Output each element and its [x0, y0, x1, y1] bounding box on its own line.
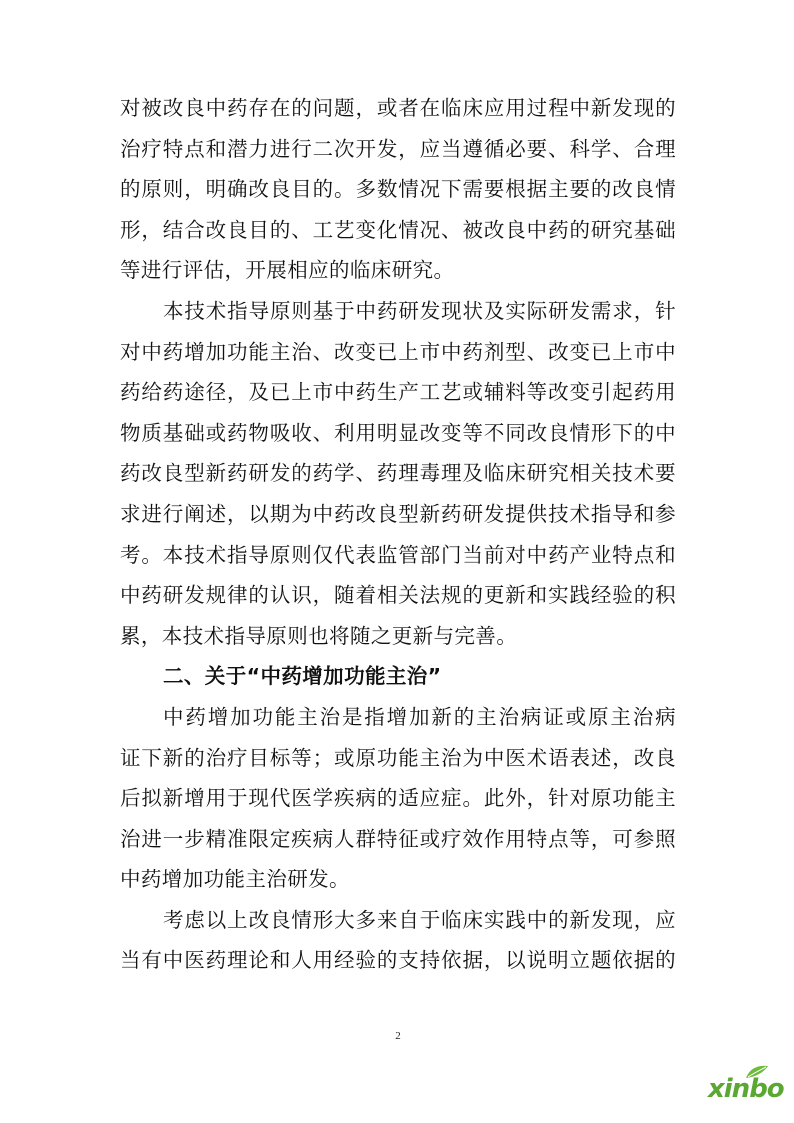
- text-line: 等进行评估，开展相应的临床研究。: [120, 258, 455, 283]
- text-line: 本技术指导原则基于中药研发现状及实际研发需求，针: [163, 298, 676, 323]
- text-line: 证下新的治疗目标等；或原功能主治为中医术语表述，改良: [120, 745, 676, 770]
- leaf-icon: [744, 1064, 770, 1080]
- text-line: 后拟新增用于现代医学疾病的适应症。此外，针对原功能主: [120, 786, 676, 811]
- text-line: 中药研发规律的认识，随着相关法规的更新和实践经验的积: [120, 583, 676, 608]
- text-line: 考虑以上改良情形大多来自于临床实践中的新发现，应: [163, 907, 676, 932]
- page-number: 2: [395, 1030, 401, 1042]
- section-heading: 二、关于“中药增加功能主治”: [163, 664, 442, 689]
- text-line: 治进一步精准限定疾病人群特征或疗效作用特点等，可参照: [120, 826, 676, 851]
- text-line: 求进行阐述，以期为中药改良型新药研发提供技术指导和参: [120, 501, 676, 526]
- text-line: 药给药途径，及已上市中药生产工艺或辅料等改变引起药用: [120, 380, 676, 405]
- text-line: 考。本技术指导原则仅代表监管部门当前对中药产业特点和: [120, 542, 676, 567]
- text-line: 对被改良中药存在的问题，或者在临床应用过程中新发现的: [120, 96, 676, 120]
- text-line: 治疗特点和潜力进行二次开发，应当遵循必要、科学、合理: [120, 136, 676, 161]
- text-line: 当有中医药理论和人用经验的支持依据，以说明立题依据的: [120, 948, 676, 973]
- text-line: 形，结合改良目的、工艺变化情况、被改良中药的研究基础: [120, 217, 676, 242]
- xinbo-logo: [708, 1064, 788, 1104]
- text-line: 中药增加功能主治是指增加新的主治病证或原主治病: [163, 704, 676, 729]
- logo-text: xinbo: [708, 1074, 784, 1104]
- text-line: 的原则，明确改良目的。多数情况下需要根据主要的改良情: [120, 177, 676, 202]
- text-line: 药改良型新药研发的药学、药理毒理及临床研究相关技术要: [120, 461, 676, 486]
- text-line: 对中药增加功能主治、改变已上市中药剂型、改变已上市中: [120, 339, 676, 364]
- text-line: 累，本技术指导原则也将随之更新与完善。: [120, 623, 518, 648]
- text-line: 中药增加功能主治研发。: [120, 867, 350, 892]
- document-body: [120, 88, 676, 981]
- text-line: 物质基础或药物吸收、利用明显改变等不同改良情形下的中: [120, 420, 676, 445]
